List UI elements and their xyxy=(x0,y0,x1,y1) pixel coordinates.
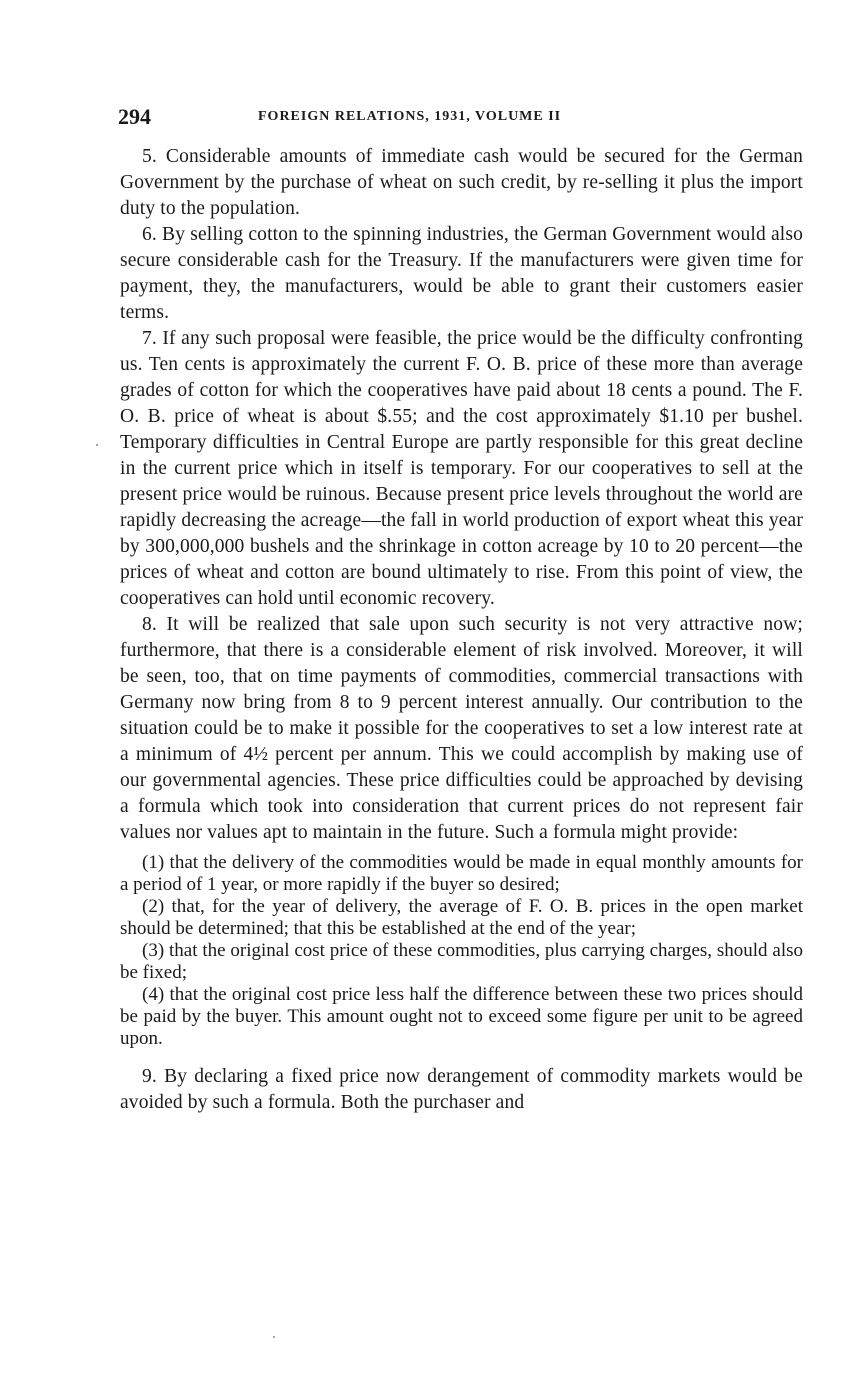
paragraph-5: 5. Considerable amounts of immediate cash would be secured for the German Government by the purchase of wheat on such credit, by re-selling it plus the import duty to the population. xyxy=(120,146,803,219)
paragraph-7: 7. If any such proposal were feasible, the price would be the difficulty confronting us. Ten cents is approximately the current F. O. B. price of these more than average grades of cotton for which the cooperatives have paid about 18 cents a pound. The F. O. B. price of wheat is about $.55; and the cost approximately $1.10 per bushel. Temporary difficulties in Central Europe are partly responsible for this great decline in the current price which in itself is temporary. For our cooperatives to sell at the present price would be ruinous. Because present price levels throughout the world are rapidly decreasing the acreage—the fall in world production of export wheat this year by 300,000,000 bushels and the shrinkage in cotton acreage by 10 to 20 percent—the prices of wheat and cotton are bound ultimately to rise. From this point of view, the cooperatives can hold until economic recovery. xyxy=(120,328,803,609)
paragraph-9: 9. By declaring a fixed price now derangement of commodity markets would be avoided by such a formula. Both the purchaser and xyxy=(120,1066,803,1113)
stray-mark xyxy=(96,444,98,446)
list-item: (1) that the delivery of the commodities would be made in equal monthly amounts for a period of 1 year, or more rapidly if the buyer so desired; xyxy=(120,852,803,895)
document-body xyxy=(120,144,803,1116)
paragraph-6: 6. By selling cotton to the spinning industries, the German Government would also secure considerable cash for the Treasury. If the manufacturers were given time for payment, they, the manufacturers, would be able to grant their customers easier terms. xyxy=(120,224,803,323)
running-head: FOREIGN RELATIONS, 1931, VOLUME II xyxy=(258,109,562,124)
list-item: (3) that the original cost price of these commodities, plus carrying charges, should also be fixed; xyxy=(120,940,803,983)
list-item: (4) that the original cost price less half the difference between these two prices should be paid by the buyer. This amount ought not to exceed some figure per unit to be agreed upon. xyxy=(120,984,803,1049)
paragraph-8: 8. It will be realized that sale upon such security is not very attractive now; furthermore, that there is a considerable element of risk involved. Moreover, it will be seen, too, that on time payments of commodities, commercial transactions with Germany now bring from 8 to 9 percent interest annually. Our contribution to the situation could be to make it possible for the cooperatives to set a low interest rate at a minimum of 4½ percent per annum. This we could accomplish by making use of our governmental agencies. These price difficulties could be approached by devising a formula which took into consideration that current prices do not represent fair values nor values apt to maintain in the future. Such a formula might provide: xyxy=(120,614,803,843)
list-item: (2) that, for the year of delivery, the average of F. O. B. prices in the open market should be determined; that this be established at the end of the year; xyxy=(120,896,803,939)
formula-provisions-list xyxy=(120,852,803,1050)
page-header xyxy=(118,103,803,133)
page-number: 294 xyxy=(118,104,151,129)
stray-mark xyxy=(273,1336,275,1338)
